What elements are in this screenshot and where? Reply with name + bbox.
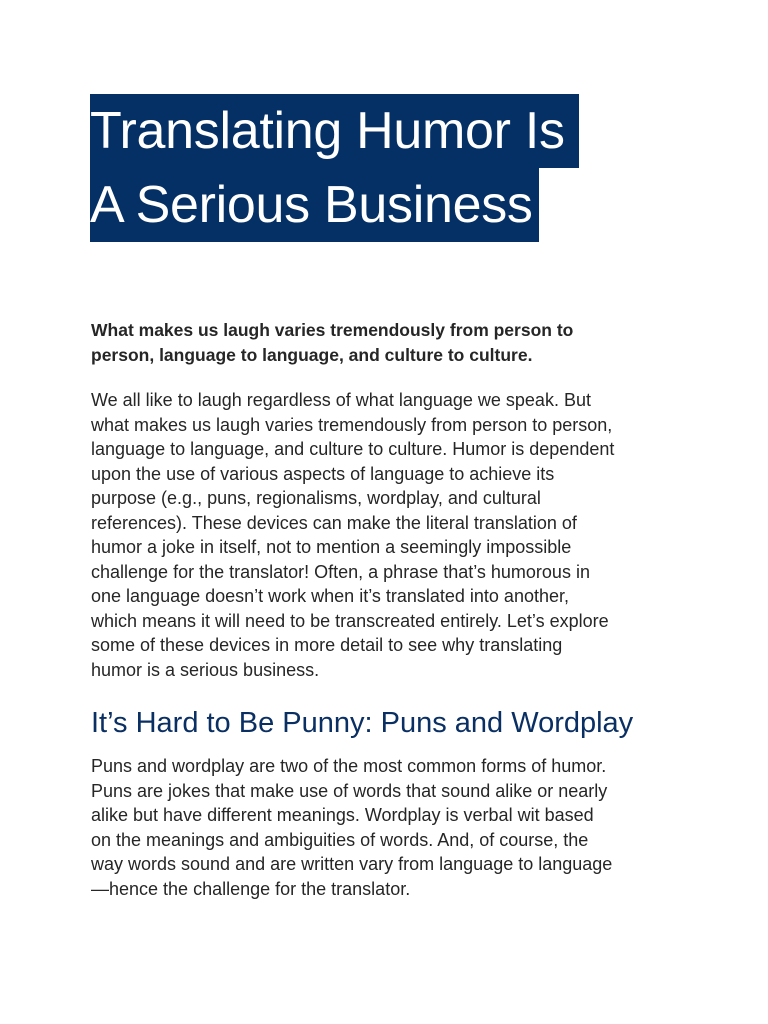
paragraph-line: —hence the challenge for the translator. — [91, 878, 411, 899]
paragraph-line: way words sound and are written vary from language to language — [91, 854, 613, 874]
paragraph-line: humor is a serious business. — [91, 659, 320, 680]
article-title — [90, 94, 690, 242]
title-line-1: Translating Humor Is — [90, 94, 579, 168]
paragraph-line: some of these devices in more detail to see why translating — [91, 635, 563, 655]
paragraph-line: humor a joke in itself, not to mention a seemingly impossible — [91, 537, 572, 557]
paragraph-line: Puns are jokes that make use of words that sound alike or nearly — [91, 780, 608, 801]
paragraph-line: what makes us laugh varies tremendously from person to person, — [91, 414, 613, 435]
puns-paragraph — [91, 754, 691, 901]
paragraph-line: alike but have different meanings. Wordplay is verbal wit based — [91, 805, 594, 825]
paragraph-line: challenge for the translator! Often, a phrase that’s humorous in — [91, 561, 590, 582]
paragraph-line: We all like to laugh regardless of what language we speak. But — [91, 390, 591, 410]
lead-line: person, language to language, and culture to culture. — [91, 345, 533, 365]
paragraph-line: one language doesn’t work when it’s translated into another, — [91, 586, 569, 606]
lead-line: What makes us laugh varies tremendously from person to — [91, 320, 574, 340]
paragraph-line: which means it will need to be transcreated entirely. Let’s explore — [91, 610, 609, 631]
paragraph-line: Puns and wordplay are two of the most common forms of humor. — [91, 756, 607, 776]
paragraph-line: purpose (e.g., puns, regionalisms, wordplay, and cultural — [91, 488, 541, 508]
paragraph-line: upon the use of various aspects of language to achieve its — [91, 463, 555, 484]
paragraph-line: references). These devices can make the literal translation of — [91, 512, 577, 533]
intro-paragraph — [91, 388, 691, 682]
article-lead — [91, 318, 671, 368]
paragraph-line: language to language, and culture to culture. Humor is dependent — [91, 439, 615, 459]
paragraph-line: on the meanings and ambiguities of words. And, of course, the — [91, 829, 589, 850]
section-heading: It’s Hard to Be Punny: Puns and Wordplay — [91, 707, 634, 739]
title-line-2: A Serious Business — [90, 168, 539, 242]
